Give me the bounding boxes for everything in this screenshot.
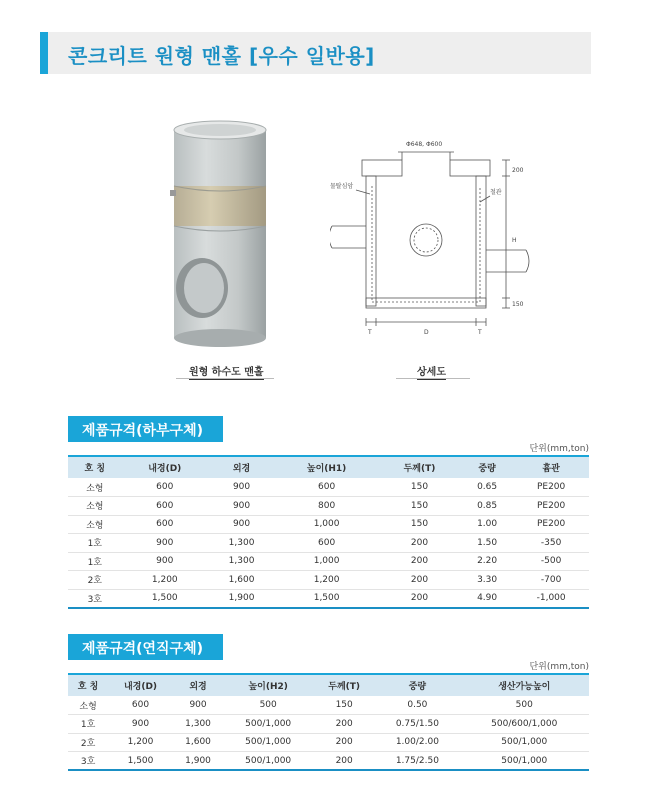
table-cell: 600 bbox=[275, 534, 378, 553]
table-cell: 900 bbox=[208, 478, 275, 497]
table-cell: 900 bbox=[122, 552, 208, 571]
table-cell: 1,000 bbox=[275, 515, 378, 534]
table-cell: 소형 bbox=[68, 497, 122, 516]
table-cell: 500 bbox=[223, 696, 313, 715]
table-cell: 500/1,000 bbox=[460, 733, 589, 752]
table-cell: 600 bbox=[275, 478, 378, 497]
table-header-cell: 외경 bbox=[173, 674, 223, 696]
table-row bbox=[68, 696, 589, 715]
drawing-dim-t2: T bbox=[478, 329, 482, 336]
table-cell: 1,600 bbox=[173, 733, 223, 752]
table-cell: 1,000 bbox=[275, 552, 378, 571]
table-row bbox=[68, 534, 589, 553]
table-cell: 500 bbox=[460, 696, 589, 715]
table-header-cell: 흄관 bbox=[513, 456, 589, 478]
table-cell: 2호 bbox=[68, 733, 108, 752]
table-cell: 1,200 bbox=[108, 733, 173, 752]
page-title: 콘크리트 원형 맨홀 [우수 일반용] bbox=[68, 44, 375, 68]
table-cell: PE200 bbox=[513, 515, 589, 534]
unit-label-lower: 단위(mm,ton) bbox=[529, 444, 589, 454]
table-cell: 4.90 bbox=[461, 589, 513, 608]
table-row bbox=[68, 497, 589, 516]
table-cell: 150 bbox=[313, 696, 375, 715]
table-cell: 1.00 bbox=[461, 515, 513, 534]
table-cell: 200 bbox=[378, 552, 461, 571]
drawing-right-note: 철관 bbox=[490, 189, 502, 196]
table-cell: 1호 bbox=[68, 715, 108, 734]
table-header-cell: 중량 bbox=[461, 456, 513, 478]
table-header-cell: 생산가능높이 bbox=[460, 674, 589, 696]
table-row bbox=[68, 733, 589, 752]
table-cell: 150 bbox=[378, 497, 461, 516]
spec-table-lower bbox=[68, 455, 589, 609]
table-cell: 1.50 bbox=[461, 534, 513, 553]
table-cell: PE200 bbox=[513, 497, 589, 516]
table-row bbox=[68, 715, 589, 734]
table-cell: 200 bbox=[378, 589, 461, 608]
table-cell: 2호 bbox=[68, 571, 122, 590]
table-row bbox=[68, 478, 589, 497]
table-row bbox=[68, 752, 589, 771]
table-cell: 150 bbox=[378, 478, 461, 497]
drawing-dim-200: 200 bbox=[512, 167, 524, 174]
table-cell: 900 bbox=[108, 715, 173, 734]
table-cell: -500 bbox=[513, 552, 589, 571]
table-cell: 1,500 bbox=[122, 589, 208, 608]
drawing-dim-d: D bbox=[424, 329, 429, 336]
drawing-left-note: 물탈심암 bbox=[330, 183, 354, 190]
table-cell: 소형 bbox=[68, 478, 122, 497]
table-cell: 1,300 bbox=[173, 715, 223, 734]
table-cell: 1,200 bbox=[122, 571, 208, 590]
table-header-cell: 내경(D) bbox=[122, 456, 208, 478]
table-header-cell: 높이(H2) bbox=[223, 674, 313, 696]
table-cell: 1,200 bbox=[275, 571, 378, 590]
table-header-cell: 호 칭 bbox=[68, 456, 122, 478]
table-row bbox=[68, 571, 589, 590]
table-cell: 900 bbox=[208, 497, 275, 516]
table-header-cell: 두께(T) bbox=[378, 456, 461, 478]
table-cell: 1.75/2.50 bbox=[375, 752, 459, 771]
table-row bbox=[68, 589, 589, 608]
table-cell: 1호 bbox=[68, 534, 122, 553]
table-cell: 900 bbox=[122, 534, 208, 553]
photo-caption: 원형 하수도 맨홀 bbox=[189, 363, 264, 380]
drawing-caption-rule bbox=[396, 378, 470, 379]
photo-caption-rule bbox=[176, 378, 274, 379]
title-bar bbox=[40, 32, 591, 74]
detail-drawing bbox=[330, 122, 530, 342]
table-cell: 3.30 bbox=[461, 571, 513, 590]
table-cell: 1,500 bbox=[108, 752, 173, 771]
table-cell: 500/1,000 bbox=[223, 733, 313, 752]
table-cell: 3호 bbox=[68, 589, 122, 608]
table-cell: 1,500 bbox=[275, 589, 378, 608]
drawing-dim-150: 150 bbox=[512, 301, 524, 308]
section-title-vertical: 제품규격(연직구체) bbox=[68, 634, 217, 660]
table-header-cell: 외경 bbox=[208, 456, 275, 478]
spec-table-vertical bbox=[68, 673, 589, 771]
table-cell: 1호 bbox=[68, 552, 122, 571]
drawing-dim-t1: T bbox=[368, 329, 372, 336]
table-header-cell: 높이(H1) bbox=[275, 456, 378, 478]
title-accent bbox=[40, 32, 48, 74]
table-cell: 200 bbox=[313, 733, 375, 752]
table-row bbox=[68, 515, 589, 534]
table-cell: 2.20 bbox=[461, 552, 513, 571]
manhole-photo bbox=[160, 120, 280, 352]
table-cell: 0.65 bbox=[461, 478, 513, 497]
table-cell: 600 bbox=[122, 497, 208, 516]
table-cell: 1,300 bbox=[208, 552, 275, 571]
table-cell: 0.85 bbox=[461, 497, 513, 516]
table-cell: 3호 bbox=[68, 752, 108, 771]
table-cell: 1,900 bbox=[208, 589, 275, 608]
table-cell: 200 bbox=[378, 571, 461, 590]
table-header-cell: 호 칭 bbox=[68, 674, 108, 696]
table-cell: 900 bbox=[208, 515, 275, 534]
table-cell: 150 bbox=[378, 515, 461, 534]
table-cell: 500/1,000 bbox=[223, 715, 313, 734]
table-row bbox=[68, 552, 589, 571]
table-cell: 0.75/1.50 bbox=[375, 715, 459, 734]
table-cell: 1,600 bbox=[208, 571, 275, 590]
table-cell: -700 bbox=[513, 571, 589, 590]
unit-label-vertical: 단위(mm,ton) bbox=[529, 662, 589, 672]
table-cell: 200 bbox=[378, 534, 461, 553]
table-cell: 600 bbox=[122, 515, 208, 534]
table-header-cell: 중량 bbox=[375, 674, 459, 696]
table-cell: -350 bbox=[513, 534, 589, 553]
table-cell: 200 bbox=[313, 715, 375, 734]
table-cell: 1,900 bbox=[173, 752, 223, 771]
table-header-cell: 두께(T) bbox=[313, 674, 375, 696]
table-cell: 1,300 bbox=[208, 534, 275, 553]
section-title-lower: 제품규격(하부구체) bbox=[68, 416, 217, 442]
table-cell: 600 bbox=[122, 478, 208, 497]
table-cell: 500/1,000 bbox=[223, 752, 313, 771]
table-cell: 600 bbox=[108, 696, 173, 715]
table-header-cell: 내경(D) bbox=[108, 674, 173, 696]
drawing-dim-h: H bbox=[512, 237, 517, 244]
table-cell: 900 bbox=[173, 696, 223, 715]
table-cell: PE200 bbox=[513, 478, 589, 497]
table-cell: 0.50 bbox=[375, 696, 459, 715]
drawing-top-dim: Φ648, Φ600 bbox=[406, 141, 443, 148]
drawing-caption: 상세도 bbox=[417, 363, 446, 380]
table-cell: 1.00/2.00 bbox=[375, 733, 459, 752]
table-cell: 소형 bbox=[68, 515, 122, 534]
table-cell: 200 bbox=[313, 752, 375, 771]
table-cell: 500/600/1,000 bbox=[460, 715, 589, 734]
table-cell: 500/1,000 bbox=[460, 752, 589, 771]
table-cell: 소형 bbox=[68, 696, 108, 715]
table-cell: 800 bbox=[275, 497, 378, 516]
table-cell: -1,000 bbox=[513, 589, 589, 608]
